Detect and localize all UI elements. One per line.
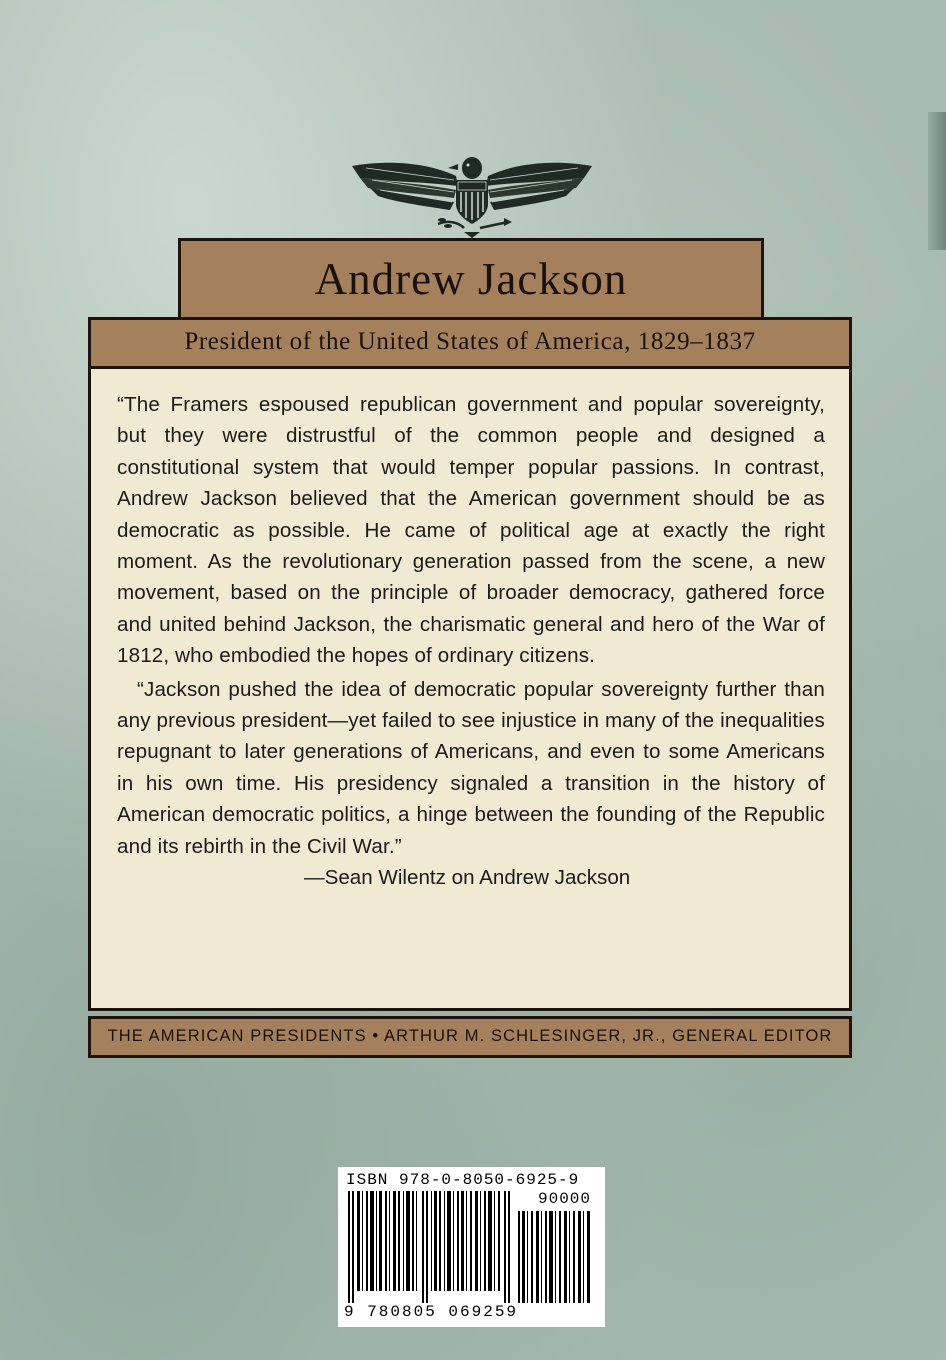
quote-attribution: —Sean Wilentz on Andrew Jackson <box>304 866 631 890</box>
series-text: THE AMERICAN PRESIDENTS • ARTHUR M. SCHLESINGER, JR., GENERAL EDITOR <box>107 1027 833 1045</box>
cover-edge-mark <box>928 112 946 250</box>
quote-paragraph-2: “Jackson pushed the idea of democratic popular sovereignty further than any previous president—yet failed to see injustice in many of the inequalities repugnant to later generations of Americans, and even to some Americans in his own time. His presidency signaled a transition in the history of American democratic politics, a hinge between the founding of the Republic and its rebirth in the Civil War.” <box>117 677 825 858</box>
barcode-digits: 9 780805 069259 <box>344 1303 519 1321</box>
book-title: Andrew Jackson <box>314 254 628 304</box>
price-code: 90000 <box>537 1190 591 1208</box>
ean-bars <box>348 1191 510 1303</box>
eagle-seal-icon <box>346 152 598 240</box>
subtitle-band <box>88 317 852 369</box>
series-band <box>88 1016 852 1058</box>
isbn-label: ISBN 978-0-8050-6925-9 <box>346 1171 580 1189</box>
title-box <box>178 238 764 320</box>
quote-paragraph-1: “The Framers espoused republican government and popular sovereignty, but they were distrustful of the common people and designed a constitutional system that would temper popular passions. In contrast, Andrew Jackson believed that the American government should be as democratic as possible. He came of political age at exactly the right moment. As the revolutionary generation passed from the scene, a new movement, based on the principle of broader democracy, gathered force and united behind Jackson, the charismatic general and hero of the War of 1812, who embodied the hopes of ordinary citizens. <box>117 393 825 668</box>
barcode <box>338 1167 605 1327</box>
addon-bars <box>518 1211 592 1303</box>
book-subtitle: President of the United States of America, 1829–1837 <box>184 328 756 355</box>
quote-panel <box>88 369 852 1011</box>
